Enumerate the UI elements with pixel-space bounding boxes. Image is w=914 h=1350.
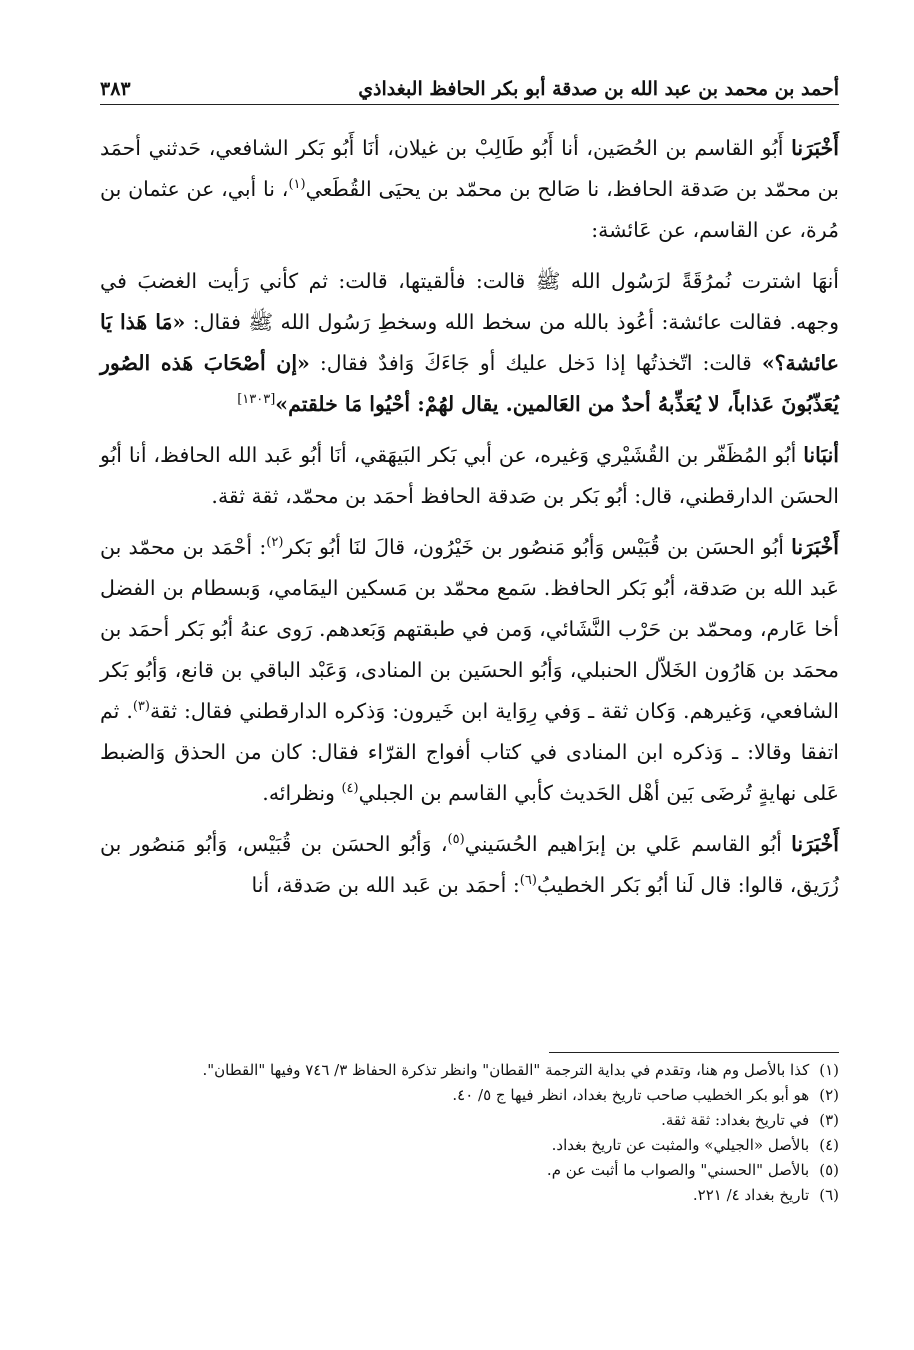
- paragraph-1: [100, 128, 839, 251]
- footnote-item: [100, 1108, 839, 1133]
- para-text: ، نا أبي، عن عثمان بن مُرة، عن القاسم، عن عَائشة:: [100, 177, 839, 242]
- para-text: ونظرائه.: [262, 781, 342, 805]
- paragraph-5: [100, 824, 839, 906]
- para-text: أبُو القاسم عَلي بن إبرَاهيم الحُسَيني: [464, 832, 782, 856]
- header-title: أحمد بن محمد بن عبد الله بن صدقة أبو بكر الحافظ البغداذي: [358, 78, 839, 100]
- main-text: [100, 128, 839, 916]
- footnote-text: تاريخ بغداد ٤/ ٢٢١.: [692, 1186, 810, 1204]
- paragraph-2: [100, 261, 839, 425]
- para-text: : أحمَد بن عَبد الله بن صَدقة، أنا: [251, 873, 520, 897]
- footnote-rule: [549, 1052, 839, 1053]
- footnote-number: (٤): [819, 1136, 839, 1154]
- para-text: . ثم اتفقا وقالا: ـ وَذكره ابن المنادى في كتاب أفواج القرّاء فقال: كان من الحذق وَالضبط عَلى نهايةٍ تُرضَى بَين أهْل الحَديث كأبي القاسم بن الجبلي: [100, 699, 839, 805]
- hadith-quote: «إن أصْحَابَ هَذه الصُور يُعَذّبُونَ عَذاباً، لا يُعَذِّبهُ أحدٌ من العَالمين. يقال لهُمْ: أحْيُوا مَا خلقتم»: [100, 351, 839, 416]
- footnote-item: [100, 1158, 839, 1183]
- header-rule: [100, 104, 839, 105]
- footnote-text: بالأصل "الحسني" والصواب ما أثبت عن م.: [546, 1161, 810, 1179]
- para-text: أبُو الحسَن بن قُبَيْس وَأبُو مَنصُور بن خَيْرُون، قالَ لنَا أبُو بَكر: [283, 535, 784, 559]
- para-text: : أحْمَد بن محمّد بن عَبد الله بن صَدقة، أبُو بَكر الحافظ. سَمع محمّد بن مَسكين اليمَامي، وَبسطام بن الفضل أخا عَارم، ومحمّد بن حَرْب النَّشَائي، وَمن في طبقتهم وَبَعدهم. رَوى عنهُ أبُو بَكر أحمَد بن محمَد بن هَارُون الخَلاّل الحنبلي، وَأبُو الحسَين بن المنادى، وَعَبْد الباقي بن قانع، وَأبُو بَكر الشافعي، وَغيرهم. وَكان ثقة ـ وَفي رِوَاية ابن خَيرون: وَذكره الدارقطني فقال: ثقة: [100, 535, 839, 723]
- para-lead: أَخْبَرَنا: [791, 136, 839, 160]
- footnote-item: [100, 1183, 839, 1208]
- hadith-number: [١٣٠٣]: [237, 392, 276, 408]
- footnote-text: في تاريخ بغداد: ثقة ثقة.: [661, 1111, 810, 1129]
- footnote-number: (١): [819, 1061, 839, 1079]
- footnote-ref: (٦): [519, 873, 537, 889]
- para-lead: أنبَانا: [803, 443, 839, 467]
- footnote-text: كذا بالأصل وم هنا، وتقدم في بداية الترجمة "القطان" وانظر تذكرة الحفاظ ٣/ ٧٤٦ وفيها "القطان".: [202, 1061, 810, 1079]
- footnote-ref: (٤): [341, 781, 359, 797]
- running-head: [100, 60, 839, 100]
- footnote-ref: (٥): [447, 832, 465, 848]
- footnote-text: بالأصل «الجيلي» والمثبت عن تاريخ بغداد.: [551, 1136, 810, 1154]
- para-lead: أَخْبَرَنا: [791, 832, 839, 856]
- page-number: ٣٨٣: [100, 78, 131, 100]
- para-text: ، وَأبُو الحسَن بن قُبَيْس، وَأبُو مَنصُور بن زُرَيق، قالوا: قال لَنا أبُو بَكر الخطيبُ: [100, 832, 839, 897]
- footnote-ref: (٣): [132, 699, 150, 715]
- footnote-ref: (٢): [266, 535, 284, 551]
- footnote-number: (٢): [819, 1086, 839, 1104]
- para-text: أنهَا اشترت نُمرُقَةً لرَسُول الله ﷺ قالت: فألقيتها، قالت: ثم كأني رَأيت الغضبَ في وجهه. فقالت عائشة: أعُوذ بالله من سخط الله وسخطِ رَسُول الله ﷺ فقال:: [100, 269, 839, 334]
- footnote-item: [100, 1083, 839, 1108]
- para-lead: أَخْبَرَنا: [791, 535, 839, 559]
- footnote-number: (٦): [819, 1186, 839, 1204]
- para-text: أبُو المُظَفّر بن القُشَيْري وَغيره، عن أبي بَكر البَيهَقي، أنَا أبُو عَبد الله الحافظ، أنا أبُو الحسَن الدارقطني، قال: أبُو بَكر بن صَدقة الحافظ أحمَد بن محمّد، ثقة ثقة.: [100, 443, 839, 508]
- footnote-number: (٣): [819, 1111, 839, 1129]
- paragraph-3: [100, 435, 839, 517]
- para-text: أَبُو القاسم بن الحُصَين، أنا أَبُو طَالِبْ بن غيلان، أنَا أَبُو بَكر الشافعي، حَدثني أحمَد بن محمّد بن صَدقة الحافظ، نا صَالح بن محمّد بن يحيَى القُطَعي: [100, 136, 839, 201]
- paragraph-4: [100, 527, 839, 814]
- footnote-text: هو أبو بكر الخطيب صاحب تاريخ بغداد، انظر فيها ج ٥/ ٤٠.: [452, 1086, 810, 1104]
- footnote-number: (٥): [819, 1161, 839, 1179]
- footnote-item: [100, 1058, 839, 1083]
- footnote-ref: (١): [288, 177, 306, 193]
- hadith-quote: «مَا هَذا يَا عائشة؟»: [100, 310, 839, 375]
- footnote-item: [100, 1133, 839, 1158]
- para-text: قالت: اتّخذتُها إذا دَخل عليك أو جَاءَكَ وَافدٌ فقال:: [319, 351, 752, 375]
- footnotes: [100, 1058, 839, 1208]
